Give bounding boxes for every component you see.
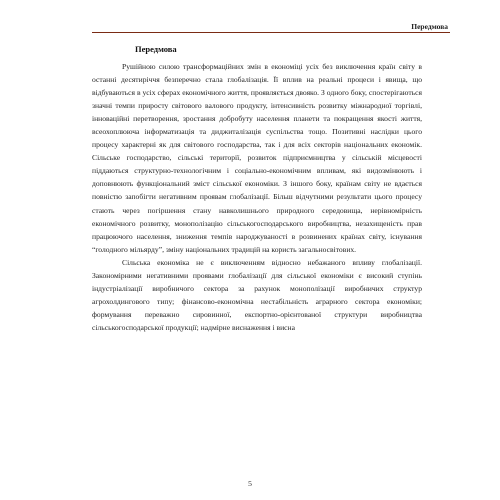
body-text xyxy=(92,60,422,334)
section-title: Передмова xyxy=(135,44,177,54)
header-rule xyxy=(92,32,450,33)
running-header: Передмова xyxy=(411,22,448,31)
paragraph-1: Рушійною силою трансформаційних змін в економіці усіх без виключення країн світу в останні десятиріччя безперечно стала глобалізація. Її вплив на реальні процеси і явища, що відбуваються в усіх сферах економічного життя, проявляється двояко. З одного боку, спостерігаються значні темпи приросту світового валового продукту, інтенсивність розвитку міжнародної торгівлі, інноваційні перетворення, зростання добробуту населення планети та покращення якості життя, всеохоплююча інформатизація та диджиталізація суспільства тощо. Позитивні наслідки цього процесу характерні як для світового господарства, так і для всіх секторів національних економік. Сільське господарство, сільські території, розвиток підприємництва у сільській місцевості піддаються структурно-технологічним і соціально-економічним впливам, які видозмінюють і доповнюють функціональний зміст сільської економіки. З іншого боку, країнам світу не вдається повністю запобігти негативним проявам глобалізації. Більш відчутними результати цього процесу стають через погіршення стану навколишнього природного середовища, нерівномірність економічного розвитку, монополізацію сільськогосподарського виробництва, незахищеність прав працюючого населення, зниження темпів народжуваності в розвинених країнах світу, існування “голодного мільярду”, зміну національних традицій на користь загальносвітових. xyxy=(92,62,422,254)
page-number: 5 xyxy=(248,479,252,488)
paragraph-2: Сільська економіка не є виключенням відносно небажаного впливу глобалізації. Закономірними негативними проявами глобалізації для сільської економіки є високий ступінь індустріалізації виробничого сектора за рахунок монополізації виробничих структур агрохолдингового типу; фінансово-економічна нестабільність аграрного сектора економіки; формування переважно сировинної, експортно-орієнтованої структури виробництва сільськогосподарської продукції; надмірне виснаження і висна xyxy=(92,257,422,332)
